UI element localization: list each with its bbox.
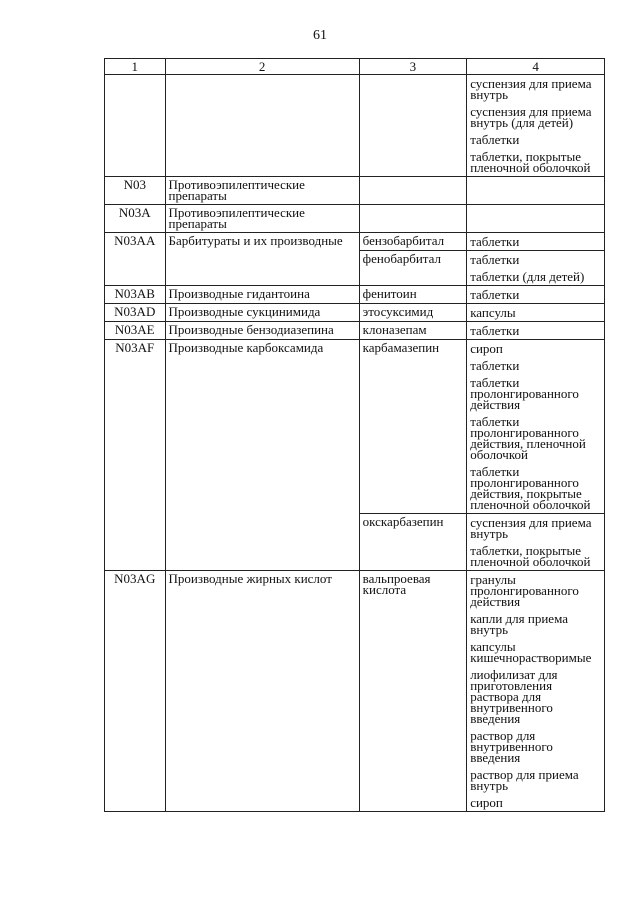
drug-cell: этосуксимид: [359, 304, 467, 322]
group-cell: Противоэпилептические препараты: [165, 205, 359, 233]
dosage-form: таблетки: [470, 323, 520, 338]
dosage-form: раствор для приема внутрь: [470, 767, 579, 793]
form-cell: [467, 75, 605, 177]
form-cell: [467, 177, 605, 205]
column-header: 4: [467, 59, 605, 75]
group-cell: Противоэпилептические препараты: [165, 177, 359, 205]
table-row: [105, 205, 605, 233]
column-header: 1: [105, 59, 166, 75]
column-header: 2: [165, 59, 359, 75]
dosage-form: капли для приема внутрь: [470, 611, 568, 637]
dosage-form: таблетки: [470, 234, 520, 249]
group-cell: [165, 75, 359, 177]
form-cell: [467, 571, 605, 812]
form-cell: [467, 205, 605, 233]
table-row: [105, 177, 605, 205]
table-row: [105, 75, 605, 177]
form-cell: [467, 286, 605, 304]
form-cell: [467, 340, 605, 514]
drug-cell: клоназепам: [359, 322, 467, 340]
column-header: 3: [359, 59, 467, 75]
dosage-form: капсулы: [470, 305, 516, 320]
group-cell: Производные гидантоина: [165, 286, 359, 304]
atc-code-cell: N03AB: [105, 286, 166, 304]
atc-code-cell: N03A: [105, 205, 166, 233]
table-row: [105, 322, 605, 340]
group-cell: Производные сукцинимида: [165, 304, 359, 322]
drug-cell: карбамазепин: [359, 340, 467, 514]
dosage-form: гранулы пролонгированного действия: [470, 572, 579, 609]
drug-cell: вальпроевая кислота: [359, 571, 467, 812]
dosage-form: таблетки: [470, 287, 520, 302]
atc-code-cell: N03AE: [105, 322, 166, 340]
form-cell: [467, 514, 605, 571]
dosage-form: таблетки, покрытые пленочной оболочкой: [470, 149, 591, 175]
form-cell: [467, 304, 605, 322]
table-row: [105, 233, 605, 251]
atc-code-cell: N03AG: [105, 571, 166, 812]
atc-code-cell: N03AD: [105, 304, 166, 322]
drug-cell: фенобарбитал: [359, 251, 467, 286]
dosage-form: таблетки: [470, 132, 520, 147]
table-row: [105, 571, 605, 812]
table-row: [105, 304, 605, 322]
dosage-form: таблетки, покрытые пленочной оболочкой: [470, 543, 591, 569]
drug-cell: бензобарбитал: [359, 233, 467, 251]
dosage-form: суспензия для приема внутрь (для детей): [470, 104, 592, 130]
drug-cell: фенитоин: [359, 286, 467, 304]
group-cell: Производные бензодиазепина: [165, 322, 359, 340]
table-row: [105, 340, 605, 514]
dosage-form: лиофилизат для приготовления раствора для внутривенного введения: [470, 667, 558, 726]
dosage-form: таблетки пролонгированного действия, покрытые пленочной оболочкой: [470, 464, 591, 512]
atc-code-cell: N03AA: [105, 233, 166, 286]
drug-cell: окскарбазепин: [359, 514, 467, 571]
dosage-form: таблетки пролонгированного действия: [470, 375, 579, 412]
group-cell: Производные жирных кислот: [165, 571, 359, 812]
dosage-form: таблетки: [470, 358, 520, 373]
dosage-form: таблетки (для детей): [470, 269, 585, 284]
dosage-form: суспензия для приема внутрь: [470, 515, 592, 541]
dosage-form: сироп: [470, 341, 503, 356]
table-row: [105, 286, 605, 304]
drug-cell: [359, 205, 467, 233]
group-cell: Производные карбоксамида: [165, 340, 359, 571]
form-cell: [467, 322, 605, 340]
drug-cell: [359, 177, 467, 205]
form-cell: [467, 233, 605, 251]
dosage-form: суспензия для приема внутрь: [470, 76, 592, 102]
dosage-form: таблетки: [470, 252, 520, 267]
dosage-form: сироп: [470, 795, 503, 810]
group-cell: Барбитураты и их производные: [165, 233, 359, 286]
atc-code-cell: N03AF: [105, 340, 166, 571]
dosage-form: таблетки пролонгированного действия, пленочной оболочкой: [470, 414, 586, 462]
dosage-form: раствор для внутривенного введения: [470, 728, 553, 765]
dosage-form: капсулы кишечнорастворимые: [470, 639, 592, 665]
atc-code-cell: [105, 75, 166, 177]
table-header-row: [105, 59, 605, 75]
atc-code-cell: N03: [105, 177, 166, 205]
drug-cell: [359, 75, 467, 177]
drug-table: [104, 58, 605, 812]
form-cell: [467, 251, 605, 286]
page-number: 61: [313, 28, 327, 43]
